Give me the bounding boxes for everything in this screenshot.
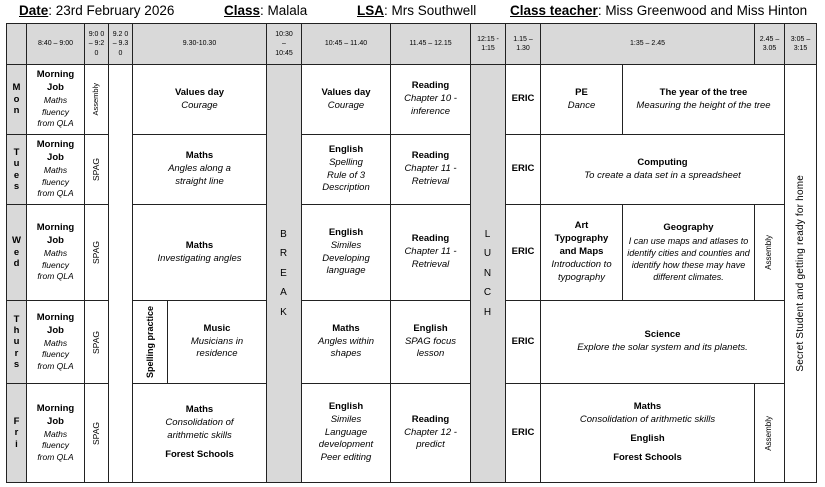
- lesson-title: Maths: [332, 322, 360, 334]
- class-header: [224, 3, 307, 18]
- lunch-letters: [484, 228, 492, 320]
- lsa-value: : Mrs Southwell: [384, 3, 477, 18]
- time-2-45: 2.45 – 3.05: [754, 23, 785, 65]
- eric-mon: ERIC: [505, 64, 541, 135]
- lesson-title: PE: [575, 86, 588, 98]
- lesson-subtitle: Dance: [567, 99, 596, 111]
- thu-science: [540, 300, 785, 384]
- class-value: : Malala: [260, 3, 308, 18]
- lesson-sub3: Description: [322, 182, 370, 194]
- break-letters: [280, 228, 288, 320]
- day-letter: u: [13, 336, 20, 348]
- break-column: [266, 64, 302, 483]
- morning-job-wed: [26, 204, 85, 301]
- day-letter: o: [13, 93, 20, 105]
- fri-maths: [132, 383, 267, 483]
- morning-job-sub3: from QLA: [37, 118, 74, 129]
- thu-maths: [301, 300, 391, 384]
- morning-job-thu: [26, 300, 85, 384]
- day-letter: s: [13, 180, 20, 192]
- morning-job-sub3: from QLA: [37, 188, 74, 199]
- day-letter: e: [13, 169, 20, 181]
- fri-afternoon: [540, 383, 755, 483]
- morning-job-title: Morning Job: [36, 222, 75, 247]
- lesson-sub1: Spelling: [329, 156, 363, 168]
- day-letters: [12, 235, 21, 269]
- lesson-title: Reading: [411, 80, 450, 92]
- lesson-title: Values day: [174, 86, 225, 98]
- lesson-subtitle: Courage: [181, 99, 218, 111]
- morning-job-fri: [26, 383, 85, 483]
- day-letter: W: [12, 235, 21, 247]
- day-friday: [6, 383, 27, 483]
- lesson-subtitle: Chapter 12 - predict: [404, 426, 457, 451]
- time-1-15: 1.15 – 1.30: [505, 23, 541, 65]
- lesson-sub3: Peer editing: [320, 452, 372, 464]
- fri-english: [301, 383, 391, 483]
- lesson-title: Maths: [633, 401, 662, 413]
- mon-pe: [540, 64, 623, 135]
- assembly-label: Assembly: [764, 235, 774, 270]
- slot2-thu: [84, 300, 109, 384]
- day-letter: i: [15, 438, 18, 450]
- day-letter: u: [13, 158, 20, 170]
- lunch-letter: H: [483, 306, 493, 318]
- time-9-00: 9:0 0 – 9:2 0: [84, 23, 109, 65]
- day-letter: F: [13, 415, 20, 427]
- morning-job-sub3: from QLA: [37, 360, 74, 371]
- time-9-30: 9.30-10.30: [132, 23, 267, 65]
- break-letter: R: [279, 248, 289, 260]
- lesson-subtitle: Consolidation of arithmetic skills: [579, 414, 716, 426]
- lesson-title: Values day: [321, 86, 371, 98]
- wed-maths: [132, 204, 267, 301]
- day-letter: e: [13, 246, 20, 258]
- fri-reading: [390, 383, 471, 483]
- home-time-label: Secret Student and getting ready for home: [794, 175, 806, 372]
- tue-maths: [132, 134, 267, 205]
- eric-tue: ERIC: [505, 134, 541, 205]
- tue-computing: [540, 134, 785, 205]
- break-letter: B: [280, 228, 288, 240]
- assembly-label: Assembly: [91, 83, 101, 116]
- lesson-subtitle: Musicians in residence: [190, 335, 244, 360]
- day-monday: [6, 64, 27, 135]
- lesson-title: English: [328, 143, 364, 155]
- lesson-title: Reading: [411, 413, 450, 425]
- day-letters: [13, 82, 21, 116]
- lesson-subtitle: Courage: [327, 99, 365, 111]
- day-letter: r: [14, 427, 19, 439]
- lesson-subtitle: I can use maps and atlases to identify cities and counties and identify how these may have different climates.: [627, 235, 750, 283]
- slot2-tue: [84, 134, 109, 205]
- wed-geography: [622, 204, 755, 301]
- morning-job-title: Morning Job: [36, 311, 75, 336]
- time-10-30-start: 10:30: [275, 30, 293, 38]
- morning-job-mon: [26, 64, 85, 135]
- lesson-title: English: [328, 400, 364, 412]
- lesson-title: Maths: [185, 404, 214, 416]
- mon-reading: [390, 64, 471, 135]
- time-8-40: 8:40 – 9:00: [26, 23, 85, 65]
- teacher-value: : Miss Greenwood and Miss Hinton: [597, 3, 808, 18]
- tue-english: [301, 134, 391, 205]
- time-11-45: 11.45 – 12.15: [390, 23, 471, 65]
- lesson-title: Science: [644, 329, 681, 341]
- time-10-45: 10:45 – 11.40: [301, 23, 391, 65]
- morning-job-sub1: Maths: [43, 428, 68, 439]
- fri-assembly: [754, 383, 785, 483]
- spag-label: SPAG: [90, 421, 101, 445]
- morning-job-sub2: fluency: [42, 259, 69, 270]
- morning-job-sub3: from QLA: [37, 451, 74, 462]
- day-letter: s: [13, 359, 20, 371]
- lesson-subtitle: Explore the solar system and its planets.: [577, 342, 748, 353]
- day-letter: d: [13, 258, 20, 270]
- day-thursday: [6, 300, 27, 384]
- lesson-title: Art Typography and Maps: [554, 220, 609, 258]
- slot2-fri: [84, 383, 109, 483]
- spelling-practice-label: Spelling practice: [144, 305, 155, 379]
- lesson-title: Reading: [411, 233, 450, 245]
- morning-job-sub1: Maths: [43, 95, 68, 106]
- day-letter: M: [12, 82, 21, 94]
- lunch-letter: L: [484, 228, 492, 240]
- lesson-subtitle: Introduction to typography: [551, 258, 612, 283]
- lsa-header: [357, 3, 476, 18]
- tue-reading: [390, 134, 471, 205]
- date-value: : 23rd February 2026: [48, 3, 175, 18]
- lesson-title: English: [328, 226, 364, 238]
- lesson-subtitle: SPAG focus lesson: [404, 335, 457, 360]
- morning-job-sub2: fluency: [42, 349, 69, 360]
- day-wednesday: [6, 204, 27, 301]
- wed-assembly: [754, 204, 785, 301]
- lesson-subtitle: Angles along a straight line: [168, 163, 231, 187]
- lesson-subtitle: Measuring the height of the tree: [636, 99, 771, 111]
- lesson-sub2: Developing language: [322, 252, 370, 277]
- spag-label: SPAG: [90, 158, 101, 181]
- morning-job-sub2: fluency: [42, 106, 69, 117]
- lesson-title: Maths: [185, 239, 214, 251]
- lesson-subtitle: Consolidation of arithmetic skills: [165, 417, 234, 441]
- slot3-empty: [108, 64, 133, 483]
- lesson-subtitle: Chapter 10 - inference: [404, 93, 457, 117]
- morning-job-sub1: Maths: [43, 337, 68, 348]
- lesson-subtitle: Chapter 11 - Retrieval: [404, 246, 457, 270]
- break-letter: K: [280, 306, 288, 318]
- thu-music: [167, 300, 267, 384]
- teacher-label: Class teacher: [510, 3, 598, 18]
- lesson-title: Computing: [637, 156, 688, 168]
- day-letter: r: [14, 347, 19, 359]
- break-letter: A: [280, 287, 288, 299]
- morning-job-tue: [26, 134, 85, 205]
- thu-spelling-practice: [132, 300, 168, 384]
- morning-job-sub2: fluency: [42, 176, 69, 187]
- time-12-15: 12:15 - 1:15: [470, 23, 506, 65]
- lesson-title: The year of the tree: [659, 86, 748, 98]
- lesson-sub1: Similes: [330, 239, 362, 251]
- time-9-20: 9.2 0 – 9.3 0: [108, 23, 133, 65]
- day-letter: T: [13, 146, 20, 158]
- day-letter: h: [13, 324, 20, 336]
- mon-year-of-tree: [622, 64, 785, 135]
- class-label: Class: [224, 3, 261, 18]
- morning-job-title: Morning Job: [36, 402, 75, 427]
- morning-job-sub1: Maths: [43, 248, 68, 259]
- lesson-subtitle: Investigating angles: [157, 252, 242, 264]
- forest-schools-label: Forest Schools: [165, 448, 234, 460]
- wed-reading: [390, 204, 471, 301]
- forest-schools-label: Forest Schools: [613, 451, 682, 463]
- day-tuesday: [6, 134, 27, 205]
- mon-values-day: [132, 64, 267, 135]
- corner-cell: [6, 23, 27, 65]
- morning-job-sub2: fluency: [42, 440, 69, 451]
- break-letter: E: [280, 267, 288, 279]
- time-10-30-end: 10:45: [275, 49, 293, 57]
- timetable-grid: [6, 23, 814, 482]
- date-label: Date: [19, 3, 49, 18]
- lesson-subtitle: Chapter 11 - Retrieval: [404, 163, 457, 187]
- time-3-05: 3:05 – 3:15: [784, 23, 817, 65]
- slot2-mon: [84, 64, 109, 135]
- lunch-column: [470, 64, 506, 483]
- wed-art: [540, 204, 623, 301]
- mon-values-day-2: [301, 64, 391, 135]
- eric-thu: ERIC: [505, 300, 541, 384]
- english-label: English: [630, 433, 665, 444]
- lesson-subtitle: Angles within shapes: [318, 335, 374, 360]
- lesson-title: Maths: [185, 150, 214, 162]
- day-letter: T: [13, 313, 20, 325]
- date-header: [19, 3, 174, 18]
- time-10-30: [266, 23, 302, 65]
- home-time-column: [784, 64, 817, 483]
- slot2-wed: [84, 204, 109, 301]
- spag-label: SPAG: [90, 330, 101, 354]
- morning-job-title: Morning Job: [36, 69, 75, 94]
- day-letters: [14, 147, 20, 193]
- day-letters: [14, 416, 20, 450]
- lesson-title: Music: [203, 322, 231, 334]
- morning-job-sub1: Maths: [43, 165, 68, 176]
- spag-label: SPAG: [90, 241, 101, 264]
- morning-job-sub3: from QLA: [37, 271, 74, 282]
- lesson-subtitle: To create a data set in a spreadsheet: [584, 169, 741, 181]
- lesson-sub2: Language development: [318, 426, 374, 451]
- thu-english: [390, 300, 471, 384]
- day-letter: n: [13, 105, 20, 117]
- lesson-title: English: [413, 322, 448, 334]
- lunch-letter: C: [483, 287, 493, 299]
- teacher-header: [510, 3, 807, 18]
- lesson-sub2: Rule of 3: [326, 169, 366, 181]
- lesson-title: Reading: [411, 150, 450, 162]
- day-letters: [14, 314, 20, 371]
- assembly-label: Assembly: [764, 415, 774, 451]
- morning-job-title: Morning Job: [36, 139, 75, 164]
- lesson-title: Geography: [663, 221, 714, 233]
- eric-fri: ERIC: [505, 383, 541, 483]
- lsa-label: LSA: [357, 3, 384, 18]
- lesson-sub1: Similes: [330, 413, 362, 425]
- time-10-30-dash: –: [282, 40, 286, 48]
- wed-english: [301, 204, 391, 301]
- lunch-letter: U: [483, 248, 493, 260]
- lunch-letter: N: [483, 267, 493, 279]
- time-1-35: 1:35 – 2.45: [540, 23, 755, 65]
- eric-wed: ERIC: [505, 204, 541, 301]
